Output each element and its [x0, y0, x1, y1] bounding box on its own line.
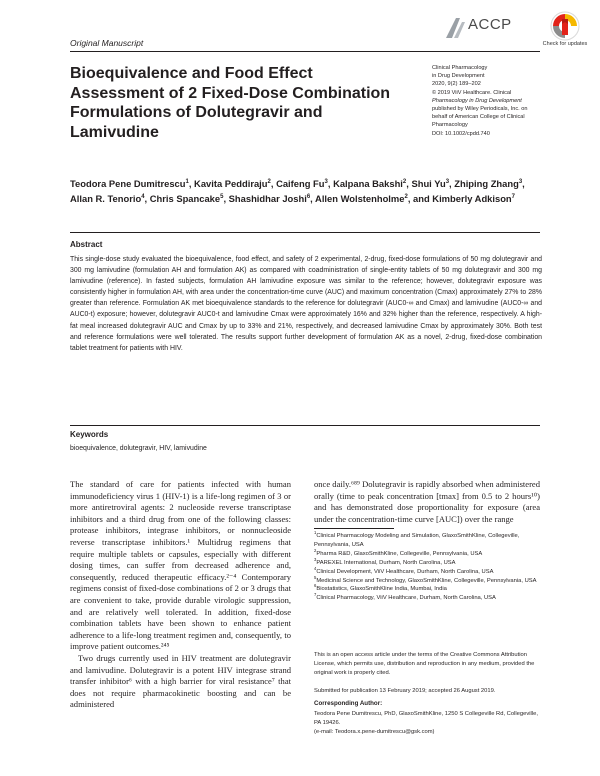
affiliation-item [314, 574, 542, 586]
author-affiliation-number: 4 [141, 193, 145, 200]
body-paragraph: The standard of care for patients infected with human immunodeficiency virus 1 (HIV-1) is a life-long regimen of 3 or more antiretroviral agents: 2 nucleoside reverse transcriptase inhibitors and a third drug from one of the following classes: protease inhibitors, integrase inhibitors, or nonnucleoside reverse transcriptase inhibitors.¹ Multidrug regimens that require multiple tablets or capsules, especially with different dosing times, can suffer from decreased adherence and, consequently, reduced therapeutic efficacy.²⁻⁴ Contemporary regimens consist of fixed-dose combinations of 2 or 3 drugs that are convenient to take, provide durable virologic suppression, and are relatively well tolerated. In addition, fixed-dose combination tablets have been shown to enhance patient adherence to a life-long treatment regimen and, consequently, to improve patient outcomes.²⁴⁵ [70, 479, 291, 652]
author-name: Allan R. Tenorio$^4$ [70, 193, 145, 204]
keywords-top-rule [70, 425, 540, 426]
affiliation-text: Clinical Pharmacology, ViiV Healthcare, Durham, North Carolina, USA [316, 595, 496, 602]
affiliation-number: 5 [314, 574, 317, 580]
author-affiliation-number: 6 [306, 193, 311, 200]
author-affiliation-number: 5 [220, 193, 224, 200]
journal-info-line: Clinical Pharmacology [432, 65, 488, 71]
body-left-column [70, 479, 291, 711]
body-paragraph: Two drugs currently used in HIV treatment are dolutegravir and lamivudine. Dolutegravir is a potent HIV integrase strand transfer inhibitor⁶ with a high barrier for viral resistance⁷ that does not require pharmacokinetic boosting and can be administered [70, 652, 291, 710]
corresponding-author-details [314, 710, 542, 737]
author-affiliation-number: 3 [324, 178, 328, 185]
journal-info-line: Pharmacology in Drug Development [432, 97, 522, 104]
author-name: Kimberly Adkison$^7$ [432, 193, 515, 204]
affiliation-item [314, 585, 542, 594]
affiliation-text: Pharma R&D, GlaxoSmithKline, Collegeville, Pennsylvania, USA [316, 550, 483, 557]
submission-dates: Submitted for publication 13 February 2019; accepted 26 August 2019. [314, 688, 496, 694]
license-text: This is an open access article under the terms of the Creative Commons Attribution License, which permits use, distribution and reproduction in any medium, provided the original work is properly cited. [314, 652, 535, 676]
affiliation-item [314, 547, 542, 559]
author-name: Caifeng Fu$^3$ [276, 178, 328, 189]
journal-info [432, 64, 542, 138]
header-divider [70, 51, 540, 52]
author-name: Zhiping Zhang$^3$ [454, 178, 523, 189]
affiliation-number: 1 [314, 530, 317, 536]
journal-info-line: in Drug Development [432, 73, 485, 80]
manuscript-type-label: Original Manuscript [70, 38, 144, 48]
journal-info-line: behalf of American College of Clinical [432, 114, 525, 121]
author-name: Kavita Peddiraju$^2$ [194, 178, 271, 189]
affiliation-text: Clinical Development, ViiV Healthcare, Durham, North Carolina, USA [316, 568, 494, 575]
affiliation-text: Medicinal Science and Technology, GlaxoSmithKline, Collegeville, Pennsylvania, USA [316, 577, 537, 584]
affiliation-item [314, 594, 542, 603]
author-list: Teodora Pene Dumitrescu$^1$, Kavita Peddiraju$^2$, Caifeng Fu$^3$, Kalpana Bakshi$^2$, Shui Yu$^3$, Zhiping Zhang$^3$, Allan R. Tenorio$^4$, Chris Spancake$^5$, Shashidhar Joshi$^6$, Allen Wolstenholme$^2$, and Kimberly Adkison$^7$ [70, 178, 525, 204]
author-name: Teodora Pene Dumitrescu$^1$ [70, 178, 189, 189]
journal-info-line: published by Wiley Periodicals, Inc. on [432, 106, 528, 113]
corresponding-author-email[interactable]: (e-mail: Teodora.x.pene-dumitrescu@gsk.com) [314, 728, 435, 735]
abstract-heading: Abstract [70, 240, 103, 249]
author-affiliation-number: 2 [267, 178, 271, 185]
author-affiliation-number: 2 [404, 193, 408, 200]
author-name: Allen Wolstenholme$^2$ [315, 193, 408, 204]
corresponding-author-heading: Corresponding Author: [314, 700, 383, 707]
affiliations-list [314, 532, 542, 603]
author-affiliation-number: 3 [518, 178, 523, 185]
journal-info-line: 2020, 9(2) 189–202 [432, 81, 481, 88]
affiliation-text: Clinical Pharmacology Modeling and Simulation, GlaxoSmithKline, Collegeville, Pennsylvania, USA [314, 533, 520, 548]
affiliation-number: 4 [314, 565, 317, 571]
journal-info-doi: DOI: 10.1002/cpdd.740 [432, 130, 490, 137]
abstract-top-rule [70, 232, 540, 233]
author-affiliation-number: 3 [445, 178, 450, 185]
publisher-logo-text: ACCP [468, 16, 512, 33]
affiliation-item [314, 532, 542, 550]
keywords-text: bioequivalence, dolutegravir, HIV, lamivudine [70, 445, 207, 452]
author-name: Shui Yu$^3$ [411, 178, 450, 189]
affiliation-item [314, 565, 542, 577]
journal-info-line: Pharmacology [432, 122, 468, 129]
corresponding-author-address: Teodora Pene Dumitrescu, PhD, GlaxoSmithKline, 1250 S Collegeville Rd, Collegeville, PA 19426. [314, 711, 538, 726]
check-for-updates-label[interactable]: Check for updates [542, 41, 588, 47]
author-affiliation-number: 2 [402, 178, 407, 185]
affiliation-item [314, 556, 542, 568]
affiliation-number: 3 [314, 556, 317, 562]
abstract-text: This single-dose study evaluated the bioequivalence, food effect, and safety of 2 experimental, 2-drug, fixed-dose formulations of 50 mg dolutegravir and 300 mg lamivudine (formulation AH and formulation AK) as compared with coadministration of single-entity tablets of 50 mg dolutegravir and 300 mg lamivudine (reference). In fasted subjects, formulation AH lamivudine exposure was similar to the reference; however, dolutegravir exposure was consistently higher in formulation AH, with area under the concentration-time curve (AUC) and maximum concentration (Cmax) approximately 27% to 28% greater than reference. Formulation AK met bioequivalence standards to the reference for dolutegravir (AUC0-∞ and Cmax) and lamivudine (AUC0-∞ and AUC0-t) exposure; however, dolutegravir AUC0-t and lamivudine Cmax were approximately 16% and 32% higher than the reference, respectively. A high-fat meal increased dolutegravir AUC and Cmax by up to 33% and 21%, respectively, and decreased lamivudine Cmax by approximately 30%. Both test and reference formulations were well tolerated. The results support further development of formulation AK as a novel, 2-drug, fixed-dose combination tablet treatment for patients with HIV. [70, 256, 542, 352]
author-name: Shashidhar Joshi$^6$ [228, 193, 311, 204]
footnote-rule [314, 528, 394, 529]
affiliation-text: Biostatistics, GlaxoSmithKline India, Mumbai, India [316, 586, 447, 593]
author-name: Kalpana Bakshi$^2$ [333, 178, 407, 189]
affiliation-number: 6 [314, 583, 317, 589]
article-title: Bioequivalence and Food Effect Assessment of 2 Fixed-Dose Combination Formulations of Dolutegravir and Lamivudine [70, 65, 391, 141]
journal-info-line: © 2019 ViiV Healthcare. Clinical [432, 89, 512, 96]
author-affiliation-number: 7 [511, 193, 515, 200]
affiliation-text: PAREXEL International, Durham, North Carolina, USA [316, 559, 456, 566]
keywords-heading: Keywords [70, 430, 109, 439]
author-name: Chris Spancake$^5$ [149, 193, 224, 204]
author-affiliation-number: 1 [185, 178, 189, 185]
affiliation-number: 7 [314, 592, 317, 598]
affiliation-number: 2 [314, 547, 317, 553]
body-right-column: once daily.⁶⁸⁹ Dolutegravir is rapidly absorbed when administered orally (time to peak concentration [tmax] from 0.5 to 2 hours¹⁰) and has demonstrated dose proportionality for exposure (area under the concentration-time curve [AUC]) over the range [314, 479, 540, 524]
